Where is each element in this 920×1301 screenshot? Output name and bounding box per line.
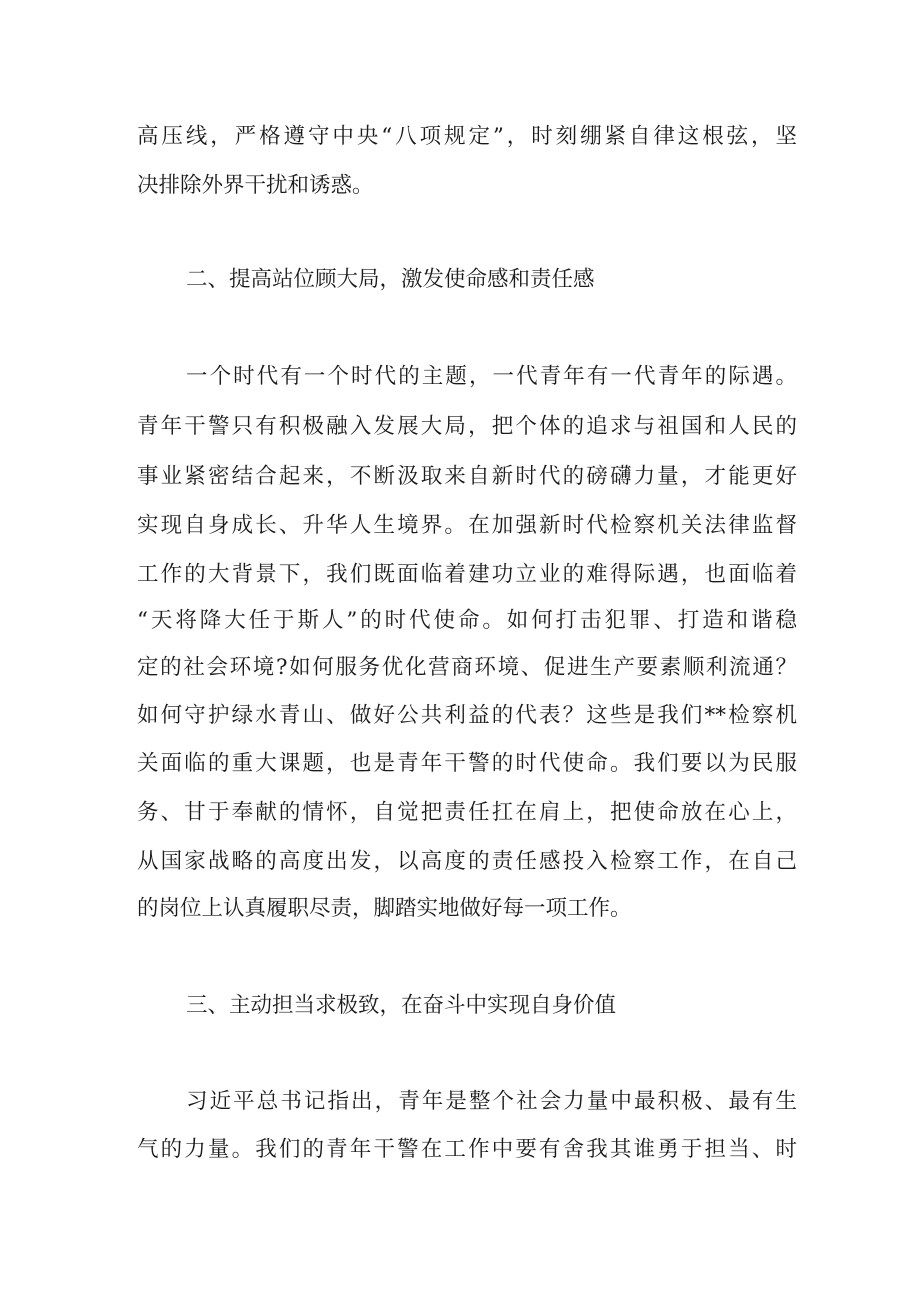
paragraph-line: 实现自身成长、升华人生境界。在加强新时代检察机关法律监督	[137, 513, 797, 538]
paragraph-line: 习近平总书记指出，青年是整个社会力量中最积极、最有生	[186, 1089, 797, 1114]
paragraph-line: 事业紧密结合起来，不断汲取来自新时代的磅礴力量，才能更好	[137, 464, 797, 489]
paragraph-line: 一个时代有一个时代的主题，一代青年有一代青年的际遇。	[186, 364, 797, 389]
paragraph-line: 务、甘于奉献的情怀，自觉把责任扛在肩上，把使命放在心上，	[137, 800, 797, 825]
paragraph-line: 从国家战略的高度出发，以高度的责任感投入检察工作，在自己	[137, 849, 797, 874]
paragraph-line: 气的力量。我们的青年干警在工作中要有舍我其谁勇于担当、时	[137, 1137, 797, 1162]
section-heading: 二、提高站位顾大局，激发使命感和责任感	[186, 267, 595, 292]
paragraph-line: 关面临的重大课题，也是青年干警的时代使命。我们要以为民服	[137, 751, 797, 776]
paragraph-line: 的岗位上认真履职尽责，脚踏实地做好每一项工作。	[137, 896, 632, 921]
paragraph-line: 决排除外界干扰和诱惑。	[137, 173, 374, 198]
paragraph-line: 高压线，严格遵守中央“八项规定”，时刻绷紧自律这根弦，坚	[137, 124, 797, 149]
paragraph-line: 工作的大背景下，我们既面临着建功立业的难得际遇，也面临着	[137, 562, 797, 587]
paragraph-line: “天将降大任于斯人”的时代使命。如何打击犯罪、打造和谐稳	[137, 608, 797, 633]
paragraph-line: 如何守护绿水青山、做好公共利益的代表？这些是我们**检察机	[137, 703, 797, 728]
paragraph-line: 定的社会环境?如何服务优化营商环境、促进生产要素顺利流通？	[137, 655, 797, 680]
paragraph-line: 青年干警只有积极融入发展大局，把个体的追求与祖国和人民的	[137, 414, 797, 439]
section-heading: 三、主动担当求极致，在奋斗中实现自身价值	[186, 993, 617, 1018]
